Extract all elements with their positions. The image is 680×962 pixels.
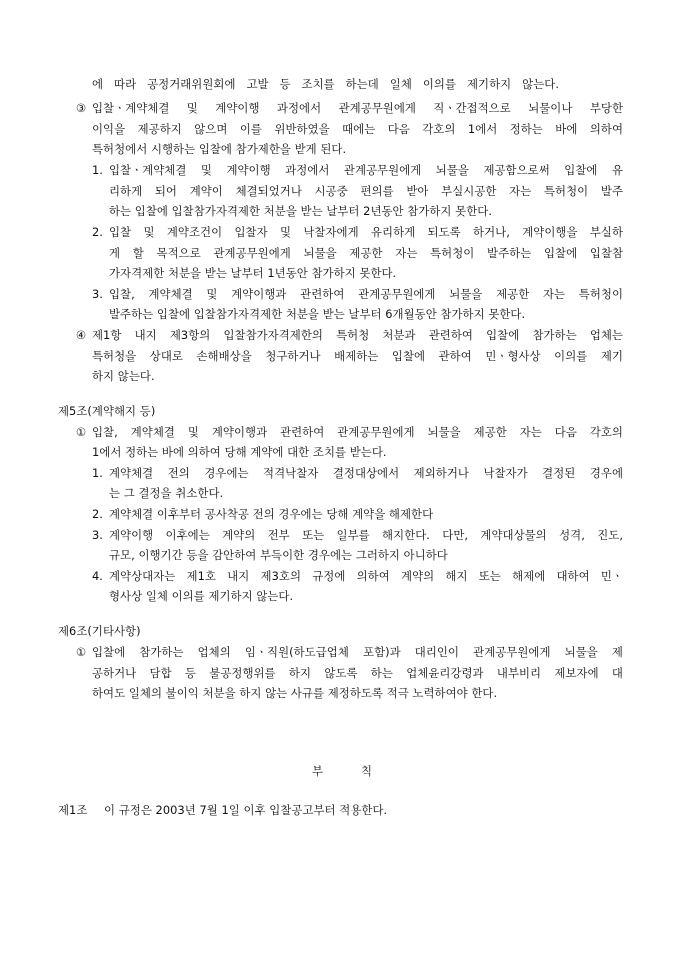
subitem-line: 발주하는 입찰에 입찰참가자격제한 처분을 받는 날부터 6개월동안 참가하지 못한다. — [109, 307, 526, 321]
subitem-line: 입찰 및 계약조건이 입찰자 및 낙찰자에게 유리하게 되도록 하거나, 계약이행을 부실하 — [109, 225, 623, 239]
subitem-line: 하는 입찰에 입찰참가자격제한 처분을 받는 날부터 2년동안 참가하지 못한다. — [109, 204, 492, 218]
addendum-title-left: 부 — [312, 764, 324, 778]
subitem-line: 게 할 목적으로 관계공무원에게 뇌물을 제공한 자는 특허청이 발주하는 입찰에 입찰참 — [109, 246, 623, 260]
subitem-marker: 3. — [92, 287, 103, 301]
subitem-marker: 1. — [92, 163, 103, 177]
subitem-marker: 2. — [92, 225, 103, 239]
subitem-line: 계약상대자는 제1호 내지 제3호의 규정에 의하여 계약의 해지 또는 해제에 대하여 민ㆍ — [109, 569, 623, 583]
article-5-item-1-line: 1에서 정하는 바에 의하여 당해 계약에 대한 조치를 받는다. — [92, 445, 387, 459]
item-4-line: 하지 않는다. — [92, 369, 155, 383]
article-6-heading: 제6조(기타사항) — [58, 624, 141, 638]
addendum-article-text: 이 규정은 2003년 7월 1일 이후 입찰공고부터 적용한다. — [104, 803, 388, 817]
subitem-marker: 4. — [92, 569, 103, 583]
addendum-article-label: 제1조 — [58, 803, 88, 817]
item-3-line: 특허청에서 시행하는 입찰에 참가제한을 받게 된다. — [92, 142, 347, 156]
subitem-line: 규모, 이행기간 등을 감안하여 부득이한 경우에는 그러하지 아니하다 — [109, 548, 448, 562]
subitem-line: 가자격제한 처분을 받는 날부터 1년동안 참가하지 못한다. — [109, 266, 397, 280]
item-3-line: 입찰ㆍ계약체결 및 계약이행 과정에서 관계공무원에게 직ㆍ간접적으로 뇌물이나 부당한 — [92, 101, 623, 115]
item-4-line: 특허청을 상대로 손해배상을 청구하거나 배제하는 입찰에 관하여 민ㆍ형사상 이의를 제기 — [92, 349, 623, 363]
article4-continuation-line: 에 따라 공정거래위원회에 고발 등 조치를 하는데 일체 이의를 제기하지 않는다. — [92, 77, 559, 91]
item-3-marker: ③ — [75, 101, 87, 115]
article-5-heading: 제5조(계약해지 등) — [58, 404, 156, 418]
item-4-marker: ④ — [75, 328, 87, 342]
subitem-marker: 1. — [92, 466, 103, 480]
subitem-marker: 2. — [92, 507, 103, 521]
article-6-item-1-line: 입찰에 참가하는 업체의 임ㆍ직원(하도급업체 포함)과 대리인이 관계공무원에게 뇌물을 제 — [92, 645, 623, 659]
item-4-line: 제1항 내지 제3항의 입찰참가자격제한의 특허청 처분과 관련하여 입찰에 참가하는 업체는 — [92, 328, 623, 342]
subitem-line: 리하게 되어 계약이 체결되었거나 시공중 편의를 받아 부실시공한 자는 특허청이 발주 — [109, 184, 623, 198]
article-6-item-1-line: 공하거나 담합 등 불공정행위를 하지 않도록 하는 업체윤리강령과 내부비리 제보자에 대 — [92, 666, 623, 680]
subitem-line: 입찰, 계약체결 및 계약이행과 관련하여 관계공무원에게 뇌물을 제공한 자는 특허청이 — [109, 287, 623, 301]
item-3-line: 이익을 제공하지 않으며 이를 위반하였을 때에는 다음 각호의 1에서 정하는 바에 의하여 — [92, 122, 623, 136]
subitem-line: 형사상 일체 이의를 제기하지 않는다. — [109, 589, 294, 603]
article-6-item-1-marker: ① — [75, 645, 87, 659]
subitem-line: 계약체결 이후부터 공사착공 전의 경우에는 당해 계약을 해제한다 — [109, 507, 434, 521]
article-6-item-1-line: 하여도 일체의 불이익 처분을 하지 않는 사규를 제정하도록 적극 노력하여야 한다. — [92, 686, 498, 700]
subitem-line: 계약이행 이후에는 계약의 전부 또는 일부를 해지한다. 다만, 계약대상물의 성격, 진도, — [109, 528, 623, 542]
subitem-marker: 3. — [92, 528, 103, 542]
addendum-title-right: 칙 — [361, 764, 373, 778]
article-5-item-1-marker: ① — [75, 425, 87, 439]
subitem-line: 는 그 결정을 취소한다. — [109, 486, 224, 500]
subitem-line: 계약체결 전의 경우에는 적격낙찰자 결정대상에서 제외하거나 낙찰자가 결정된 경우에 — [109, 466, 623, 480]
subitem-line: 입찰ㆍ계약체결 및 계약이행 과정에서 관계공무원에게 뇌물을 제공함으로써 입찰에 유 — [109, 163, 623, 177]
article-5-item-1-line: 입찰, 계약체결 및 계약이행과 관련하여 관계공무원에게 뇌물을 제공한 자는 다음 각호의 — [92, 425, 623, 439]
